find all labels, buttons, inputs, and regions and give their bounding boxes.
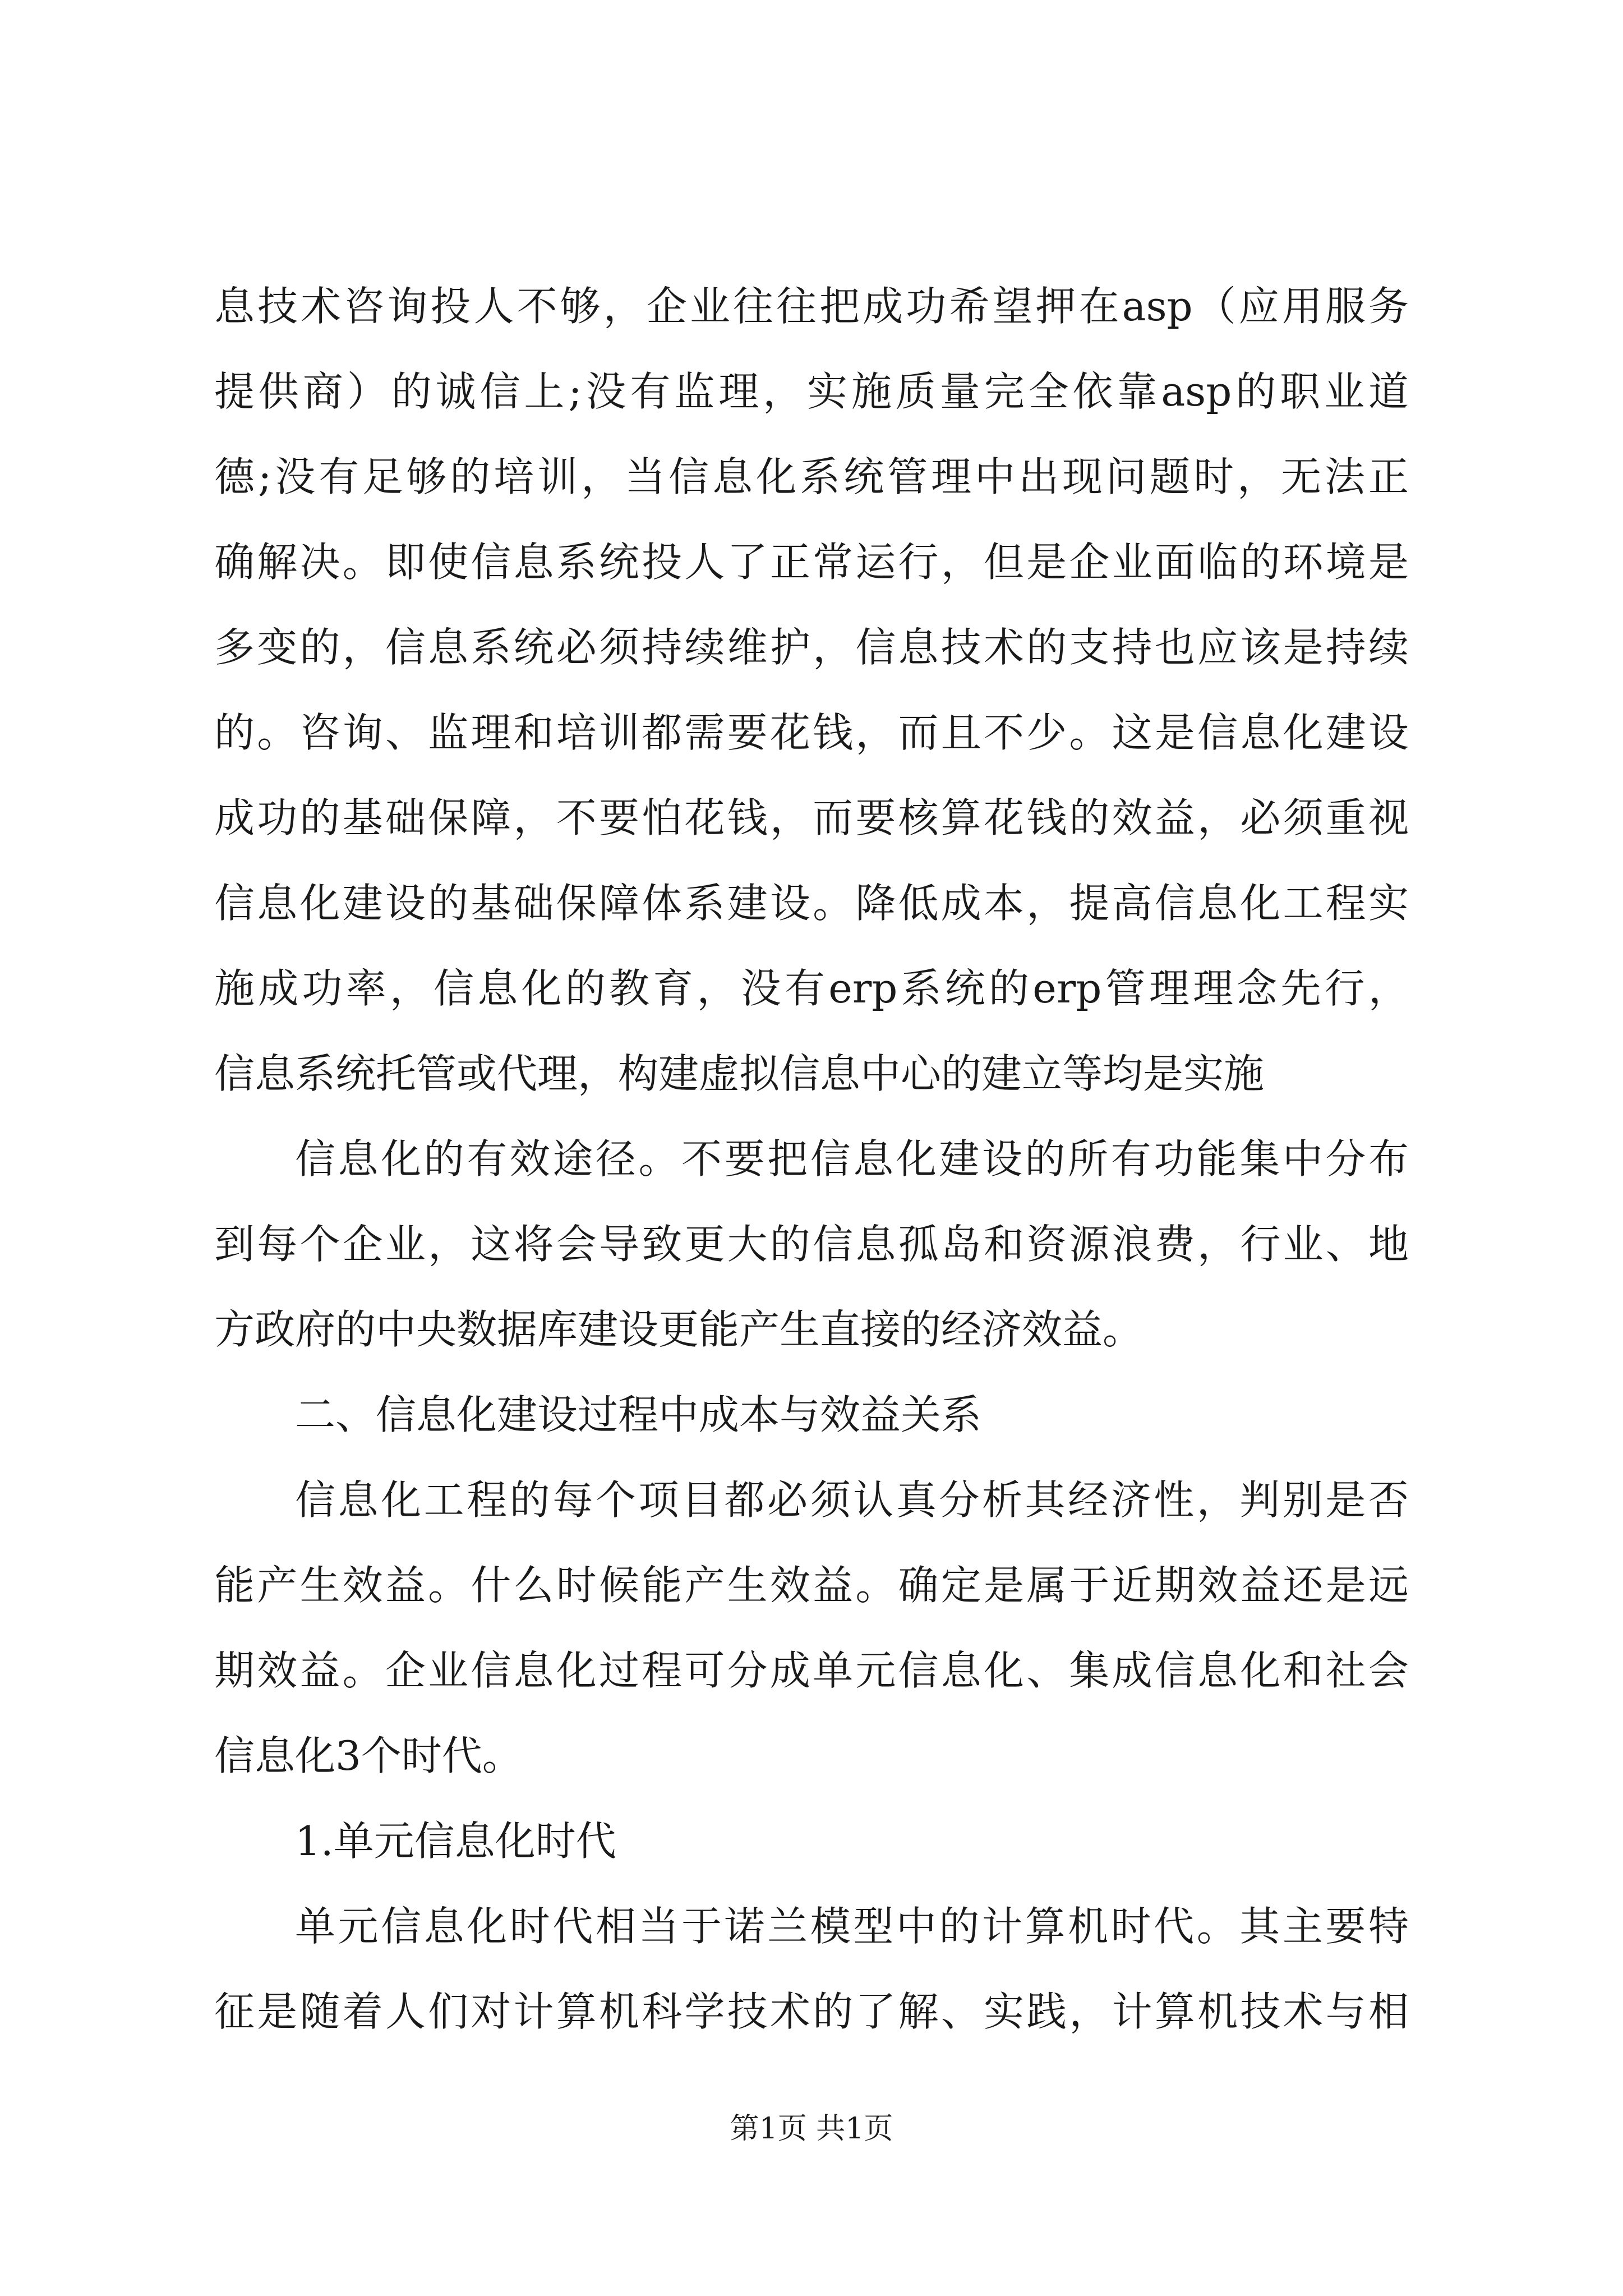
text-line: 提供商）的诚信上;没有监理，实施质量完全依靠asp的职业道 — [214, 368, 1409, 415]
text-line: 信息化建设的基础保障体系建设。降低成本，提高信息化工程实 — [214, 880, 1409, 927]
text-line: 期效益。企业信息化过程可分成单元信息化、集成信息化和社会 — [214, 1647, 1409, 1694]
paragraph-first-line: 单元信息化时代相当于诺兰模型中的计算机时代。其主要特 — [295, 1903, 1409, 1950]
text-line: 多变的，信息系统必须持续维护，信息技术的支持也应该是持续 — [214, 624, 1409, 671]
text-line: 德;没有足够的培训，当信息化系统管理中出现问题时，无法正 — [214, 453, 1409, 500]
text-line: 息技术咨询投人不够，企业往往把成功希望押在asp（应用服务 — [214, 283, 1409, 330]
text-line: 确解决。即使信息系统投人了正常运行，但是企业面临的环境是 — [214, 539, 1409, 586]
text-line: 的。咨询、监理和培训都需要花钱，而且不少。这是信息化建设 — [214, 709, 1409, 756]
text-line: 方政府的中央数据库建设更能产生直接的经济效益。 — [214, 1306, 1144, 1353]
text-line: 能产生效益。什么时候能产生效益。确定是属于近期效益还是远 — [214, 1562, 1409, 1609]
text-line: 施成功率，信息化的教育，没有erp系统的erp管理理念先行， — [214, 965, 1409, 1012]
text-line: 信息系统托管或代理，构建虚拟信息中心的建立等均是实施 — [214, 1050, 1265, 1097]
paragraph-first-line: 信息化工程的每个项目都必须认真分析其经济性，判别是否 — [295, 1476, 1409, 1524]
document-body — [214, 264, 1409, 2054]
section-heading: 二、信息化建设过程中成本与效益关系 — [295, 1391, 982, 1438]
text-line: 征是随着人们对计算机科学技术的了解、实践，计算机技术与相 — [214, 1988, 1409, 2035]
text-line: 成功的基础保障，不要怕花钱，而要核算花钱的效益，必须重视 — [214, 794, 1409, 841]
page-footer — [0, 2109, 1623, 2148]
paragraph-first-line: 信息化的有效途径。不要把信息化建设的所有功能集中分布 — [295, 1135, 1409, 1182]
page-number-label: 第1页 共1页 — [730, 2112, 893, 2146]
text-line: 到每个企业，这将会导致更大的信息孤岛和资源浪费，行业、地 — [214, 1221, 1409, 1268]
text-line: 信息化3个时代。 — [214, 1732, 523, 1779]
subsection-heading: 1.单元信息化时代 — [295, 1818, 616, 1865]
